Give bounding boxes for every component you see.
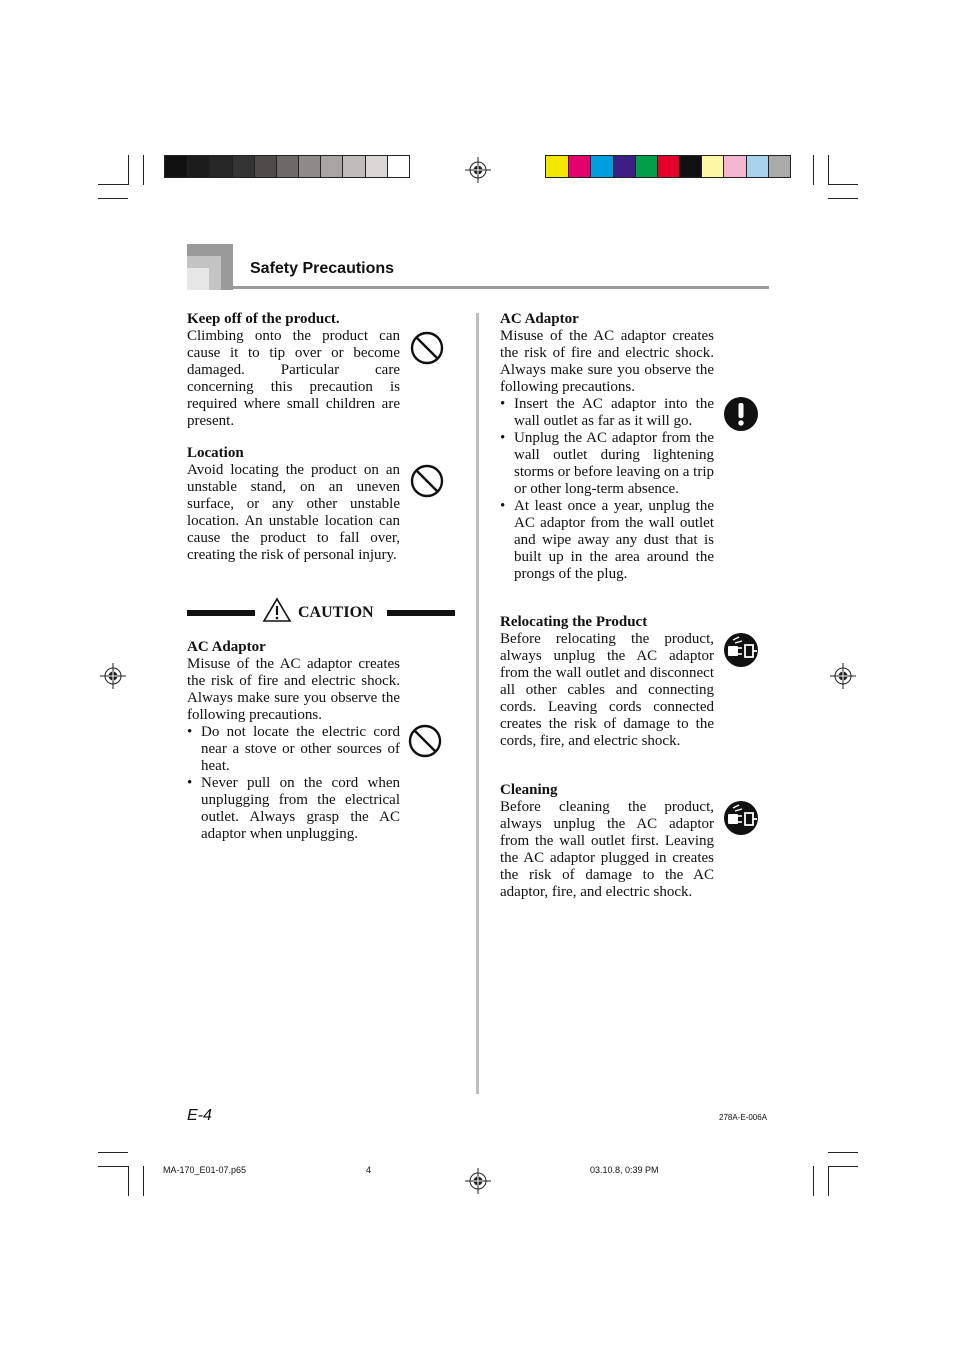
prohibited-icon [408,724,442,758]
color-swatch [679,156,701,177]
color-swatch [568,156,590,177]
color-swatch [657,156,679,177]
left-ac-adaptor-section [187,639,400,843]
color-swatch [613,156,635,177]
page-title: Safety Precautions [250,260,395,277]
caution-bar-right [387,610,455,616]
unplug-icon [723,800,759,836]
grayscale-calibration-bar [164,155,410,178]
unplug-icon [723,632,759,668]
relocating-section [500,614,714,750]
grayscale-swatch [342,156,364,177]
registration-mark-bottom [465,1168,491,1194]
grayscale-swatch [209,156,231,177]
grayscale-swatch [387,156,409,177]
color-swatch [546,156,568,177]
relocating-body: Before relocating the product, always unplug the AC adaptor from the wall outlet and disconnect all other cables and connecting cords. Leaving cords connected creates the risk of damage to the cords, fire, and electric shock. [500,631,714,749]
file-name: MA-170_E01-07.p65 [163,1165,247,1175]
registration-mark-left [100,663,126,689]
cleaning-section [500,782,714,901]
right-ac-adaptor-section [500,311,714,583]
caution-label: CAUTION [298,604,374,621]
column-divider [476,313,479,1094]
document-code: 278A-E-006A [719,1113,768,1122]
color-swatch [723,156,745,177]
grayscale-swatch [232,156,254,177]
color-swatch [635,156,657,177]
list-item: • Never pull on the cord when unplugging from the electrical outlet. Always grasp the AC adaptor when unplugging. [187,775,400,843]
prohibited-icon [410,464,444,498]
location-section [187,445,400,564]
warning-triangle-icon [262,597,292,623]
exclamation-mandatory-icon [723,396,759,432]
list-item: • Insert the AC adaptor into the wall outlet as far as it will go. [500,396,714,430]
color-swatch [768,156,790,177]
keep-off-heading: Keep off of the product. [187,311,340,327]
list-item: • At least once a year, unplug the AC adaptor from the wall outlet and wipe away any dust that is built up in the area around the prongs of the plug. [500,498,714,583]
header-rule [233,286,769,289]
keep-off-section [187,311,400,430]
color-swatch [590,156,612,177]
color-calibration-bar [545,155,791,178]
right-ac-adaptor-heading: AC Adaptor [500,311,579,327]
grayscale-swatch [187,156,209,177]
caution-bar-left [187,610,255,616]
left-ac-adaptor-heading: AC Adaptor [187,639,266,655]
color-swatch [746,156,768,177]
list-item: • Unplug the AC adaptor from the wall outlet during lightening storms or before leaving on a trip or other long-term absence. [500,430,714,498]
prohibited-icon [410,331,444,365]
grayscale-swatch [365,156,387,177]
location-body: Avoid locating the product on an unstable stand, on an uneven surface, or any other unstable location. An unstable location can cause the product to fall over, creating the risk of personal injury. [187,462,400,563]
color-swatch [701,156,723,177]
registration-mark-top [465,157,491,183]
cleaning-body: Before cleaning the product, always unplug the AC adaptor from the wall outlet first. Leaving the AC adaptor plugged in creates the risk of damage to the AC adaptor, fire, and electric shock. [500,799,714,900]
section-header-graphic [187,244,233,290]
registration-mark-right [830,663,856,689]
relocating-heading: Relocating the Product [500,614,648,630]
grayscale-swatch [165,156,187,177]
location-heading: Location [187,445,244,461]
page-number: E-4 [187,1107,212,1124]
list-item: • Do not locate the electric cord near a stove or other sources of heat. [187,724,400,775]
left-ac-adaptor-body: Misuse of the AC adaptor creates the risk of fire and electric shock. Always make sure you observe the following precautions. [187,656,400,723]
grayscale-swatch [276,156,298,177]
cleaning-heading: Cleaning [500,782,558,798]
keep-off-body: Climbing onto the product can cause it to tip over or become damaged. Particular care concerning this precaution is required where small children are present. [187,328,400,429]
timestamp: 03.10.8, 0:39 PM [590,1165,659,1175]
right-ac-adaptor-body: Misuse of the AC adaptor creates the risk of fire and electric shock. Always make sure you observe the following precautions. [500,328,714,395]
grayscale-swatch [254,156,276,177]
sheet-number: 4 [366,1165,372,1175]
grayscale-swatch [298,156,320,177]
grayscale-swatch [320,156,342,177]
